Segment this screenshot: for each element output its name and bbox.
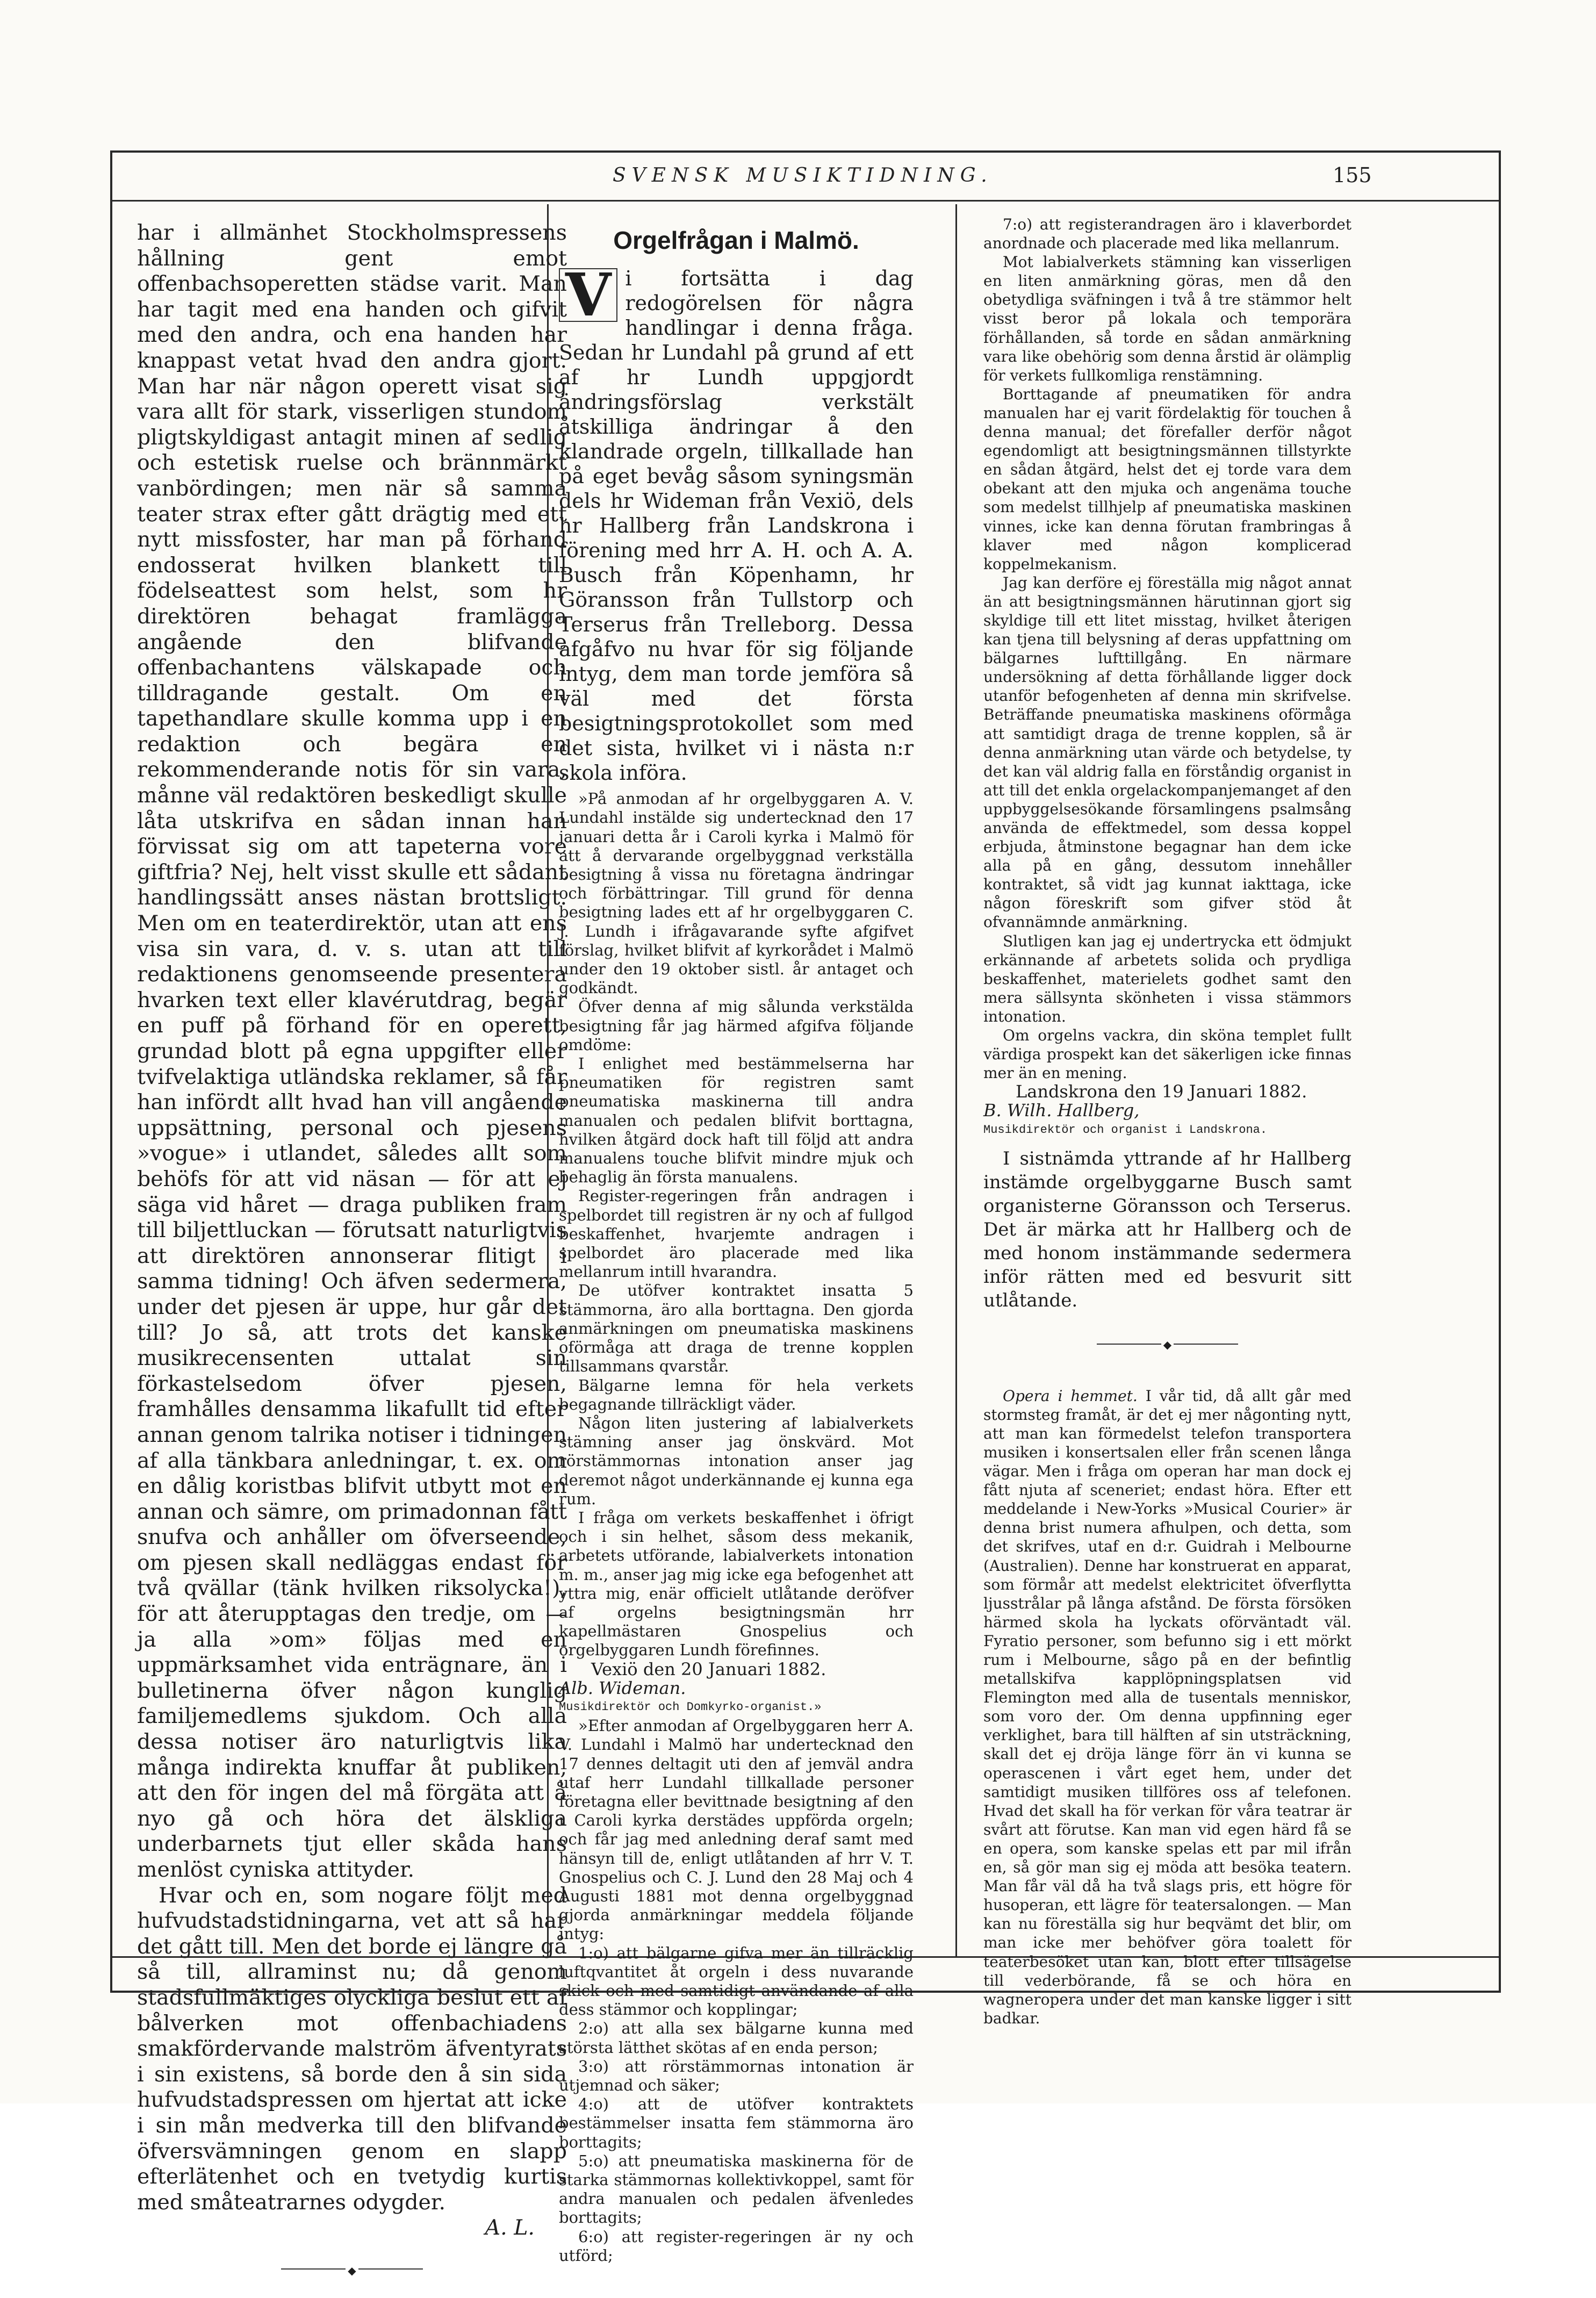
dateline: Vexiö den 20 Januari 1882. (591, 1658, 826, 1679)
list-item: 7:o) att registerandragen äro i klaverbordet anordnade och placerade med lika mellanrum. (983, 216, 1351, 253)
quoted-paragraph: Mot labialverkets stämning kan visserligen en liten anmärkning göras, men då den obetydliga sväfningen i två å tre stämmor helt visst beror på lokala och temporära förhållanden, så torde en sådan anmärkning vara like obehörig som denna årstid är olämplig för verkets fullkomliga renstämning. (983, 253, 1351, 384)
list-item: 4:o) att de utöfver kontraktets bestämmelser insatta fem stämmorna äro borttagits; (559, 2095, 914, 2151)
list-item: 6:o) att register-regeringen är ny och utförd; (559, 2227, 914, 2265)
section-divider: ◆ (983, 1334, 1351, 1354)
signature-title: Musikdirektör och Domkyrko-organist.» (559, 1700, 822, 1714)
column-rule-right (955, 204, 957, 1956)
quoted-paragraph: De utöfver kontraktet insatta 5 stämmorna, äro alla borttagna. Den gjorda anmärkningen om pneumatiska maskinens oförmåga att draga de trenne kopplen tillsammans qvarstår. (559, 1281, 914, 1376)
quoted-paragraph: Någon liten justering af labialverkets stämning anser jag önskvärd. Mot rörstämmornas intonation anser jag deremot något underkännande ej kunna ega rum. (559, 1413, 914, 1508)
quoted-paragraph: »På anmodan af hr orgelbyggaren A. V. Lundahl instälde sig undertecknad den 17 januari detta år i Caroli kyrka i Malmö för att å dervarande orgelbyggnad verkställa besigtning å vissa nu företagna ändringar och förbättringar. Till grund för denna besigtning lades ett af hr orgelbyggaren C. J. Lundh i ifrågavarande syfte afgifvet förslag, hvilket blifvit af kyrkorådet i Malmö under den 19 oktober sistl. år antaget och godkändt. (559, 789, 914, 997)
opera-paragraph (983, 1387, 1351, 2028)
quoted-paragraph: Jag kan derföre ej föreställa mig något annat än att besigtningsmännen härutinnan gjort sig skyldige till ett litet misstag, hvilket återigen kan tjena till belysning af deras uppfattning om bälgarnes lufttillgång. En närmare undersökning af detta förhållande ligger dock utanför befogenheten af denna min skrifvelse. Beträffande pneumatiska maskinens oförmåga att samtidigt draga de trenne kopplen, så är denna anmärkning utan värde och betydelse, ty det kan väl aldrig falla en förståndig organist in att till det enkla orgelackompanjemanget af den uppbyggelsesökande församlingens psalmsång använda de effektmedel, som dessa koppel erbjuda, åtminstone begagnar han dem icke alla på en gång, dessutom innehåller kontraktet, så vidt jag kunnat iakttaga, icke någon föreskrift som gifver stöd åt ofvannämnde anmärkning. (983, 573, 1351, 931)
header-rule (110, 200, 1501, 202)
section-divider: ◆ (137, 2255, 567, 2284)
column-right (983, 215, 1351, 2028)
list-item: 3:o) att rörstämmornas intonation är utjemnad och säker; (559, 2057, 914, 2095)
quoted-paragraph: Öfver denna af mig sålunda verkstälda besigtning får jag härmed afgifva följande omdöme: (559, 997, 914, 1054)
column-middle (559, 226, 914, 2265)
drop-cap: V (559, 268, 617, 322)
signature-name: Alb. Wideman. (559, 1677, 686, 1698)
signature-name: B. Wilh. Hallberg, (983, 1100, 1140, 1121)
article-intro: i fortsätta i dag redogörelsen för några handlingar i denna fråga. Sedan hr Lundahl på grund af ett af hr Lundh uppgjordt ändringsförslag verkstält åtskilliga ändringar å den klandrade orgeln, tillkallade han på eget bevåg såsom syningsmän dels hr Wideman från Vexiö, dels hr Hallberg från Landskrona i förening med hrr A. H. och A. A. Busch från Köpenhamn, hr Göransson från Tullstorp och Terserus från Trelleborg. Dessa afgåfvo nu hvar för sig följande intyg, dem man torde jemföra så väl med det första besigtningsprotokollet som med det sista, hvilket vi i nästa n:r skola införa. (559, 267, 914, 785)
list-item: 1:o) att bälgarne gifva mer än tillräcklig luftqvantitet åt orgeln i dess nuvarande skick och med samtidigt användande af alla dess stämmor och kopplingar; (559, 1943, 914, 2019)
article-title: Orgelfrågan i Malmö. (613, 226, 859, 254)
signature-title: Musikdirektör och organist i Landskrona. (983, 1123, 1268, 1137)
quoted-paragraph: I fråga om verkets beskaffenhet i öfrigt och i sin helhet, såsom dess mekanik, arbetets utförande, labialverkets intonation m. m., anser jag mig icke ega befogenhet att yttra mig, enär officielt utlåtande deröfver af orgelns besigtningsmän hrr kapellmästaren Gnospelius och orgelbyggaren Lundh förefinnes. (559, 1508, 914, 1660)
quoted-paragraph: Bälgarne lemna för hela verkets begagnande tillräckligt väder. (559, 1376, 914, 1413)
quoted-paragraph: Register-regeringen från andragen i spelbordet till registren är ny och af fullgod beskaffenhet, hvarjemte andragen i spelbordet äro placerade med lika mellanrum intill hvarandra. (559, 1187, 914, 1281)
article-paragraph: har i allmänhet Stockholmspressens hållning gent emot offenbachsoperetten städse varit. Man har tagit med ena handen och gifvit med den andra, och ena handen har knappast vetat hvad den andra gjort. Man har när någon operett visat sig vara allt för stark, visserligen stundom pligtskyldigast antagit minen af sedlig och estetisk ruelse och brännmärkt vanbördingen; men när så samma teater strax efter gått drägtig med ett nytt missfoster, har man på förhand endosserat hvilken blankett till födelseattest som helst, som hr direktören behagat framlägga angående den blifvande offenbachantens välskapade och tilldragande gestalt. Om en tapethandlare skulle komma upp i en redaktion och begära en rekommenderande notis för sin vara, månne väl redaktören beskedligt skulle låta utskrifva en sådan innan han förvissat sig om att tapeterna vore giftfria? Nej, helt visst skulle ett sådant handlingssätt anses nästan brottsligt. Men om en teaterdirektör, utan att ens visa sin vara, d. v. s. utan att till redaktionens genomseende presentera hvarken text eller klavérutdrag, begär en puff på förhand för en operett, grundad blott på egna uppgifter eller tvifvelaktiga utländska reklamer, så får han infördt allt hvad han vill angående uppsättning, personal och pjesens »vogue» i utlandet, således allt som behöfs för att vid näsan — för att ej säga vid håret — draga publiken fram till biljettluckan — förutsatt naturligtvis att direktören annonserar flitigt i samma tidning! Och äfven sedermera, under det pjesen är uppe, hur går det till? Jo så, att trots det kanske musikrecensenten uttalat sin förkastelsedom öfver pjesen, framhålles densamma likafullt tid efter annan genom talrika notiser i tidningen af alla tänkbara anledningar, t. ex. om en dålig koristbas blifvit utbytt mot en annan och sämre, om primadonnan fått snufva och anhåller om öfverseende, om pjesen skall nedläggas endast för två qvällar (tänk hvilken riksolycka!), för att återupptagas den tredje, om — ja alla »om» följas med en uppmärksamhet vida enträgnare, än i bulletinerna öfver någon kunglig familjemedlems sjukdom. Och alla dessa notiser äro naturligtvis lika många indirekta knuffar åt publiken, att den för ingen del må förgäta att å nyo gå och höra det älskliga underbarnets tjut eller skåda hans menlöst cyniska attityder. (137, 220, 567, 1882)
quoted-paragraph: Slutligen kan jag ej undertrycka ett ödmjukt erkännande af arbetets solida och prydliga beskaffenhet, materielets godhet samt den mera sällsynta skönheten i vissa stämmors intonation. (983, 932, 1351, 1025)
quoted-paragraph: »Efter anmodan af Orgelbyggaren herr A. V. Lundahl i Malmö har undertecknad den 17 dennes deltagit uti den af jemväl andra utaf herr Lundahl tillkallade personer företagna eller bevittnade besigtning af den i Caroli kyrka derstädes uppförda orgeln; och får jag med anledning deraf samt med hänsyn till de, enligt utlåtanden af hrr V. T. Gnospelius och C. J. Lund den 28 Maj och 4 Augusti 1881 mot denna orgelbyggnad gjorda anmärkningar meddela följande intyg: (559, 1717, 914, 1943)
article-signature: A. L. (485, 2215, 535, 2240)
quoted-paragraph: I enlighet med bestämmelserna har pneumatiken för registren samt pneumatiska maskinerna till andra manualen och pedalen blifvit borttagna, hvilken åtgärd dock haft till följd att andra manualens touche blifvit mindre mjuk och behaglig än första manualens. (559, 1054, 914, 1187)
quoted-paragraph: Om orgelns vackra, din sköna templet fullt värdiga prospekt kan det säkerligen icke finnas mer än en mening. (983, 1026, 1351, 1082)
list-item: 5:o) att pneumatiska maskinerna för de starka stämmornas kollektivkoppel, samt för andra manualen och pedalen äfvenledes borttagits; (559, 2151, 914, 2227)
column-left (137, 220, 567, 2298)
running-head: SVENSK MUSIKTIDNING. (613, 164, 993, 186)
article-paragraph: I sistnämda yttrande af hr Hallberg instämde orgelbyggarne Busch samt organisterne Göransson och Terserus. Det är märka att hr Hallberg och de med honom instämmande sedermera inför rätten med ed besvurit sitt utlåtande. (983, 1147, 1351, 1311)
opera-title: Opera i hemmet. (1003, 1387, 1138, 1405)
quoted-paragraph: Borttagande af pneumatiken för andra manualen har ej varit fördelaktig för touchen å denna manual; det förefaller derför något egendomligt att besigtningsmännen tillstyrkte en sådan åtgärd, helst det ej torde vara dem obekant att den mjuka och angenäma touche som medelst tillhjelp af pneumatiska maskinen vinnes, icke kan denna förutan frambringas å klaver med någon komplicerad koppelmekanism. (983, 385, 1351, 573)
page-number: 155 (1333, 163, 1372, 187)
opera-text: I vår tid, då allt går med stormsteg framåt, är det ej mer någonting nytt, att man kan förmedelst telefon transportera musiken i konsertsalen eller från scenen långa vägar. Men i fråga om operan har man dock ej fått njuta af sceneriet; endast höra. Efter ett meddelande i New-Yorks »Musical Courier» är denna brist numera afhulpen, och detta, som det skrifves, utaf en d:r. Guidrah i Melbourne (Australien). Denne har konstruerat en apparat, som förmår att medelst elektricitet öfverflytta ljusstrålar på långa afstånd. De första försöken härmed skola ha lyckats oförväntadt väl. Fyratio personer, som befunno sig i ett mörkt rum i Melbourne, sågo på en der befintlig metallskifva kapplöpningsplatsen vid Flemington med alla de tusentals menniskor, som voro der. Om denna uppfinning eger verklighet, bara till hälften af sin utsträckning, skall det ej dröja länge förr än vi kunna se operascenen i vårt eget hem, under det samtidigt musiken tillföres oss af telefonen. Hvad det skall ha för verkan för våra teatrar är svårt att förutse. Kan man vid egen härd få se en opera, som kanske spelas ett par mil ifrån en, så gör man sig ej möda att besöka teatern. Man får väl då ha två slags pris, ett högre för husoperan, ett lägre för teatersalongen. — Man kan nu föreställa sig hur beqvämt det blir, om man icke mer behöfver göra toalett för teaterbesöket utan kan, blott efter tillsägelse till vederbörande, få se och höra en wagneropera under det man kanske ligger i sitt badkar. (983, 1387, 1351, 2027)
dateline: Landskrona den 19 Januari 1882. (1016, 1081, 1307, 1102)
article-paragraph: Hvar och en, som nogare följt med hufvudstadstidningarna, vet att så har det gått till. Men det borde ej längre gå så till, allraminst nu; då genom stadsfullmäktiges olyckliga beslut ett af bålverken mot offenbachiadens smakfördervande malström äfventyrats i sin existens, så borde den å sin sida hufvudstadspressen om hjertat att icke i sin mån medverka till den blifvande öfversvämningen genom en slapp efterlätenhet och en tvetydig kurtis med småteatrarnes odygder. (137, 1883, 567, 2215)
list-item: 2:o) att alla sex bälgarne kunna med största lätthet skötas af en enda person; (559, 2019, 914, 2057)
